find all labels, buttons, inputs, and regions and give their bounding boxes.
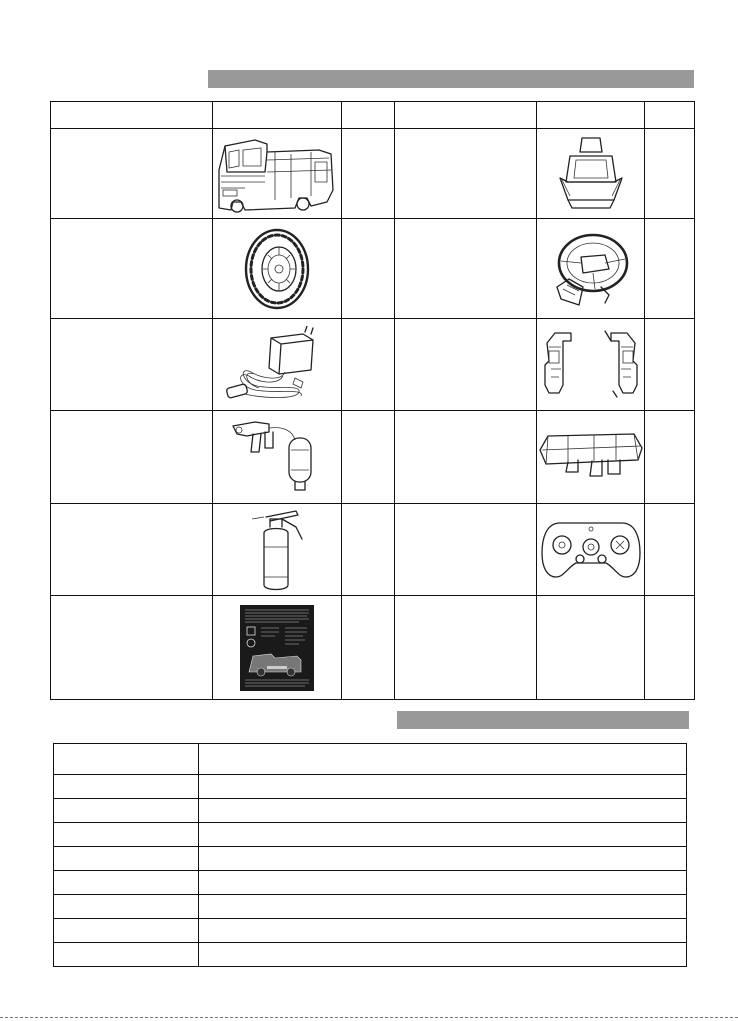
table-row — [51, 596, 695, 700]
part-qty-cell — [645, 219, 695, 319]
part-image-cell — [537, 219, 645, 319]
part-image-cell — [213, 219, 342, 319]
part-qty-cell — [645, 319, 695, 411]
spec-value — [199, 919, 687, 943]
truck-body-illustration — [215, 132, 339, 216]
part-name-cell — [395, 219, 537, 319]
part-qty-cell — [645, 411, 695, 504]
header-cell — [645, 102, 695, 129]
header-cell — [213, 102, 342, 129]
table-row — [54, 823, 687, 847]
part-qty-cell — [342, 319, 395, 411]
wheel-illustration — [242, 227, 312, 311]
part-image-cell — [537, 596, 645, 700]
part-image-cell — [213, 504, 342, 596]
seat-illustration — [556, 134, 626, 214]
part-qty-cell — [342, 504, 395, 596]
parts-table — [50, 101, 695, 700]
part-image-cell — [537, 129, 645, 219]
fire-extinguisher-illustration — [244, 507, 310, 593]
part-image-cell — [213, 129, 342, 219]
part-name-cell — [395, 504, 537, 596]
spec-label — [54, 895, 199, 919]
spec-label — [54, 775, 199, 799]
part-name-cell — [395, 129, 537, 219]
light-bar-illustration — [538, 430, 644, 484]
part-name-cell — [51, 219, 213, 319]
parts-table-header — [51, 102, 695, 129]
header-cell — [537, 102, 645, 129]
part-name-cell — [395, 596, 537, 700]
table-row — [54, 744, 687, 775]
part-name-cell — [51, 504, 213, 596]
table-row — [51, 319, 695, 411]
spec-value — [199, 943, 687, 967]
spec-value — [199, 823, 687, 847]
part-name-cell — [51, 596, 213, 700]
part-image-cell — [213, 411, 342, 504]
part-qty-cell — [645, 596, 695, 700]
manual-illustration — [239, 604, 315, 692]
spec-label — [54, 943, 199, 967]
table-row — [51, 219, 695, 319]
spec-label — [54, 744, 199, 775]
part-name-cell — [51, 411, 213, 504]
table-row — [54, 847, 687, 871]
spec-label — [54, 919, 199, 943]
charger-illustration — [221, 326, 333, 404]
spec-value — [199, 775, 687, 799]
table-row — [54, 895, 687, 919]
part-name-cell — [395, 319, 537, 411]
table-row — [51, 129, 695, 219]
specs-table — [53, 743, 687, 967]
brackets-illustration — [539, 327, 643, 403]
part-image-cell — [213, 596, 342, 700]
parts-section-bar — [208, 70, 694, 88]
table-row — [54, 943, 687, 967]
part-image-cell — [213, 319, 342, 411]
part-qty-cell — [645, 129, 695, 219]
remote-control-illustration — [540, 519, 642, 581]
spec-label — [54, 871, 199, 895]
spec-value — [199, 895, 687, 919]
page-bottom-divider — [0, 1017, 738, 1018]
spec-value — [199, 799, 687, 823]
header-cell — [51, 102, 213, 129]
spec-label — [54, 799, 199, 823]
part-image-cell — [537, 411, 645, 504]
part-qty-cell — [342, 411, 395, 504]
table-row — [54, 775, 687, 799]
table-row — [54, 799, 687, 823]
part-qty-cell — [342, 219, 395, 319]
spec-value — [199, 871, 687, 895]
spec-label — [54, 823, 199, 847]
part-name-cell — [51, 129, 213, 219]
table-row — [51, 504, 695, 596]
part-qty-cell — [342, 129, 395, 219]
water-gun-illustration — [229, 418, 325, 496]
part-image-cell — [537, 504, 645, 596]
part-qty-cell — [645, 504, 695, 596]
part-image-cell — [537, 319, 645, 411]
part-name-cell — [51, 319, 213, 411]
spec-value — [199, 744, 687, 775]
spec-label — [54, 847, 199, 871]
table-row — [54, 871, 687, 895]
specs-section-bar — [397, 711, 689, 729]
spec-value — [199, 847, 687, 871]
table-row — [51, 411, 695, 504]
header-cell — [342, 102, 395, 129]
steering-wheel-illustration — [549, 227, 633, 311]
part-qty-cell — [342, 596, 395, 700]
header-cell — [395, 102, 537, 129]
table-row — [54, 919, 687, 943]
part-name-cell — [395, 411, 537, 504]
